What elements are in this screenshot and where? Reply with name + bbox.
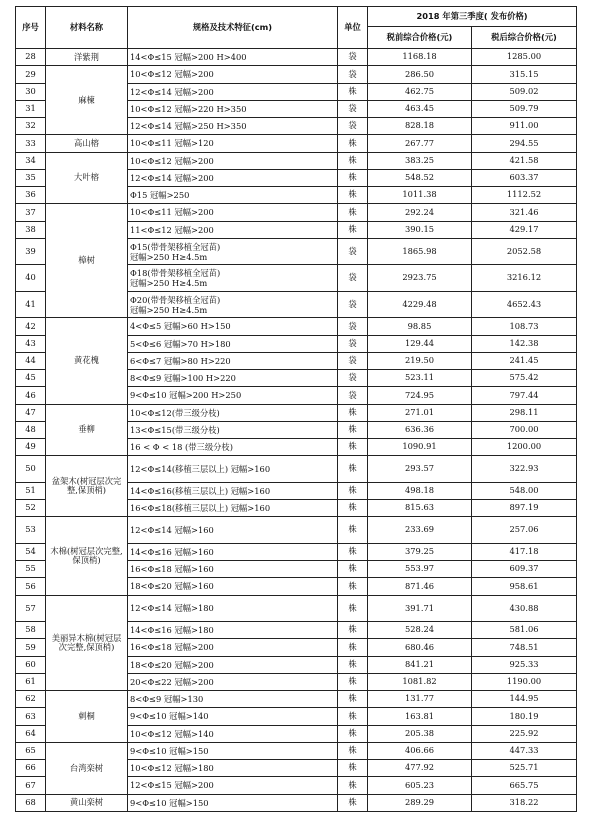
row-no-cell: 38 (16, 221, 46, 238)
spec-cell (128, 100, 338, 117)
pre-tax-price-cell: 1011.38 (368, 187, 472, 204)
pre-tax-price-cell: 163.81 (368, 708, 472, 725)
row-no-cell: 58 (16, 622, 46, 639)
row-no-cell: 36 (16, 187, 46, 204)
spec-cell (128, 169, 338, 186)
header-post-tax: 税后综合价格(元) (472, 27, 577, 49)
post-tax-price-cell: 1112.52 (472, 187, 577, 204)
row-no-cell: 57 (16, 595, 46, 622)
spec-line: 14<Φ≤16 冠幅>180 (130, 625, 214, 636)
pre-tax-price-cell: 871.46 (368, 578, 472, 595)
row-no-cell: 37 (16, 204, 46, 221)
row-no-cell: 35 (16, 169, 46, 186)
table-row (16, 742, 577, 759)
post-tax-price-cell: 548.00 (472, 482, 577, 499)
row-no-cell: 33 (16, 135, 46, 152)
spec-cell (128, 352, 338, 369)
row-no-cell: 34 (16, 152, 46, 169)
post-tax-price-cell: 144.95 (472, 691, 577, 708)
material-name-cell: 盆架木(树冠层次完整,保顶梢) (46, 456, 128, 517)
spec-line: 9<Φ≤10 冠幅>150 (130, 797, 209, 808)
spec-line: 18<Φ≤20 冠幅>200 (130, 659, 214, 670)
unit-cell: 株 (338, 482, 368, 499)
spec-line: Φ20(带骨架移植全冠苗) (130, 294, 221, 305)
spec-line: Φ15 冠幅>250 (130, 190, 190, 201)
spec-cell (128, 543, 338, 560)
spec-line: 9<Φ≤10 冠幅>150 (130, 745, 209, 756)
spec-line: 9<Φ≤10 冠幅>140 (130, 711, 209, 722)
post-tax-price-cell: 318.22 (472, 794, 577, 811)
post-tax-price-cell: 108.73 (472, 318, 577, 335)
post-tax-price-cell: 142.38 (472, 335, 577, 352)
row-no-cell: 28 (16, 49, 46, 66)
spec-line: 5<Φ≤6 冠幅>70 H>180 (130, 338, 231, 349)
unit-cell: 株 (338, 135, 368, 152)
spec-line: 冠幅>250 H≥4.5m (130, 251, 208, 262)
table-body (16, 49, 577, 812)
spec-line: 14<Φ≤16(移植三层以上) 冠幅>160 (130, 485, 271, 496)
spec-line: 10<Φ≤12(带三级分枝) (130, 407, 220, 418)
post-tax-price-cell: 298.11 (472, 404, 577, 421)
material-name-cell: 垂柳 (46, 404, 128, 456)
unit-cell: 袋 (338, 66, 368, 83)
row-no-cell: 44 (16, 352, 46, 369)
row-no-cell: 59 (16, 639, 46, 656)
unit-cell: 株 (338, 622, 368, 639)
spec-cell (128, 335, 338, 352)
spec-cell (128, 656, 338, 673)
pre-tax-price-cell: 498.18 (368, 482, 472, 499)
spec-line: 8<Φ≤9 冠幅>100 H>220 (130, 373, 236, 384)
pre-tax-price-cell: 390.15 (368, 221, 472, 238)
spec-line: 13<Φ≤15(带三级分枝) (130, 424, 220, 435)
unit-cell: 株 (338, 221, 368, 238)
row-no-cell: 51 (16, 482, 46, 499)
pre-tax-price-cell: 828.18 (368, 118, 472, 135)
spec-line: 12<Φ≤14 冠幅>160 (130, 525, 214, 535)
row-no-cell: 50 (16, 456, 46, 483)
material-name-cell: 木棉(树冠层次完整,保顶梢) (46, 517, 128, 595)
spec-cell (128, 421, 338, 438)
unit-cell: 袋 (338, 265, 368, 292)
post-tax-price-cell: 897.19 (472, 500, 577, 517)
spec-line: Φ15(带骨架移植全冠苗) (130, 241, 221, 252)
unit-cell: 袋 (338, 370, 368, 387)
material-name-cell: 黄山栾树 (46, 794, 128, 811)
spec-line: 20<Φ≤22 冠幅>200 (130, 676, 214, 687)
spec-cell (128, 187, 338, 204)
row-no-cell: 45 (16, 370, 46, 387)
spec-line: 9<Φ≤10 冠幅>200 H>250 (130, 390, 242, 401)
table-row (16, 691, 577, 708)
post-tax-price-cell: 700.00 (472, 421, 577, 438)
row-no-cell: 53 (16, 517, 46, 544)
spec-line: 16<Φ≤18 冠幅>160 (130, 564, 214, 575)
spec-cell (128, 794, 338, 811)
unit-cell: 株 (338, 543, 368, 560)
row-no-cell: 41 (16, 291, 46, 318)
spec-line: 16<Φ≤18 冠幅>200 (130, 642, 214, 653)
post-tax-price-cell: 294.55 (472, 135, 577, 152)
material-name-cell: 高山榕 (46, 135, 128, 152)
row-no-cell: 32 (16, 118, 46, 135)
row-no-cell: 46 (16, 387, 46, 404)
spec-line: Φ18(带骨架移植全冠苗) (130, 268, 221, 278)
spec-line: 4<Φ≤5 冠幅>60 H>150 (130, 321, 231, 332)
unit-cell: 株 (338, 578, 368, 595)
row-no-cell: 55 (16, 561, 46, 578)
header-no: 序号 (16, 7, 46, 49)
row-no-cell: 67 (16, 777, 46, 794)
post-tax-price-cell: 609.37 (472, 561, 577, 578)
price-table (15, 6, 577, 812)
unit-cell: 株 (338, 794, 368, 811)
spec-line: 12<Φ≤14 冠幅>180 (130, 603, 214, 614)
pre-tax-price-cell: 219.50 (368, 352, 472, 369)
table-row (16, 66, 577, 83)
spec-cell (128, 387, 338, 404)
post-tax-price-cell: 525.71 (472, 760, 577, 777)
post-tax-price-cell: 225.92 (472, 725, 577, 742)
unit-cell: 株 (338, 204, 368, 221)
spec-cell (128, 291, 338, 318)
pre-tax-price-cell: 233.69 (368, 517, 472, 544)
row-no-cell: 39 (16, 238, 46, 265)
spec-line: 10<Φ≤12 冠幅>140 (130, 728, 214, 739)
pre-tax-price-cell: 98.85 (368, 318, 472, 335)
post-tax-price-cell: 509.79 (472, 100, 577, 117)
post-tax-price-cell: 322.93 (472, 456, 577, 483)
pre-tax-price-cell: 293.57 (368, 456, 472, 483)
table-row (16, 456, 577, 483)
post-tax-price-cell: 315.15 (472, 66, 577, 83)
spec-cell (128, 708, 338, 725)
pre-tax-price-cell: 131.77 (368, 691, 472, 708)
spec-line: 10<Φ≤12 冠幅>200 (130, 155, 214, 166)
post-tax-price-cell: 430.88 (472, 595, 577, 622)
pre-tax-price-cell: 477.92 (368, 760, 472, 777)
material-name-cell: 樟树 (46, 204, 128, 318)
pre-tax-price-cell: 1865.98 (368, 238, 472, 265)
post-tax-price-cell: 581.06 (472, 622, 577, 639)
pre-tax-price-cell: 1168.18 (368, 49, 472, 66)
material-name-cell: 台湾栾树 (46, 742, 128, 794)
post-tax-price-cell: 241.45 (472, 352, 577, 369)
unit-cell: 株 (338, 152, 368, 169)
material-name-cell: 黄花槐 (46, 318, 128, 404)
row-no-cell: 56 (16, 578, 46, 595)
spec-line: 12<Φ≤14 冠幅>200 (130, 86, 214, 97)
pre-tax-price-cell: 205.38 (368, 725, 472, 742)
unit-cell: 株 (338, 725, 368, 742)
unit-cell: 袋 (338, 49, 368, 66)
header-period: 2018 年第三季度( 发布价格) (368, 7, 577, 27)
spec-cell (128, 500, 338, 517)
spec-line: 12<Φ≤14 冠幅>250 H>350 (130, 121, 247, 132)
pre-tax-price-cell: 548.52 (368, 169, 472, 186)
pre-tax-price-cell: 391.71 (368, 595, 472, 622)
row-no-cell: 31 (16, 100, 46, 117)
unit-cell: 株 (338, 500, 368, 517)
row-no-cell: 66 (16, 760, 46, 777)
unit-cell: 袋 (338, 118, 368, 135)
pre-tax-price-cell: 724.95 (368, 387, 472, 404)
spec-cell (128, 238, 338, 265)
spec-line: 12<Φ≤14 冠幅>200 (130, 172, 214, 183)
table-row (16, 404, 577, 421)
spec-line: 16 < Φ < 18 (带三级分枝) (130, 442, 233, 453)
spec-cell (128, 152, 338, 169)
table-row (16, 204, 577, 221)
pre-tax-price-cell: 4229.48 (368, 291, 472, 318)
spec-line: 冠幅>250 H≥4.5m (130, 278, 208, 288)
spec-cell (128, 482, 338, 499)
unit-cell: 株 (338, 561, 368, 578)
unit-cell: 株 (338, 656, 368, 673)
post-tax-price-cell: 180.19 (472, 708, 577, 725)
pre-tax-price-cell: 1090.91 (368, 439, 472, 456)
unit-cell: 株 (338, 595, 368, 622)
spec-cell (128, 456, 338, 483)
unit-cell: 株 (338, 187, 368, 204)
spec-cell (128, 760, 338, 777)
post-tax-price-cell: 321.46 (472, 204, 577, 221)
pre-tax-price-cell: 553.97 (368, 561, 472, 578)
pre-tax-price-cell: 680.46 (368, 639, 472, 656)
pre-tax-price-cell: 841.21 (368, 656, 472, 673)
row-no-cell: 47 (16, 404, 46, 421)
spec-cell (128, 439, 338, 456)
material-name-cell: 麻楝 (46, 66, 128, 135)
unit-cell: 株 (338, 708, 368, 725)
pre-tax-price-cell: 528.24 (368, 622, 472, 639)
pre-tax-price-cell: 605.23 (368, 777, 472, 794)
header-unit: 单位 (338, 7, 368, 49)
header-pre-tax: 税前综合价格(元) (368, 27, 472, 49)
pre-tax-price-cell: 383.25 (368, 152, 472, 169)
unit-cell: 株 (338, 691, 368, 708)
row-no-cell: 40 (16, 265, 46, 292)
spec-cell (128, 370, 338, 387)
pre-tax-price-cell: 2923.75 (368, 265, 472, 292)
spec-line: 12<Φ≤14(移植三层以上) 冠幅>160 (130, 464, 271, 474)
table-row (16, 595, 577, 622)
spec-cell (128, 265, 338, 292)
table-row (16, 135, 577, 152)
pre-tax-price-cell: 292.24 (368, 204, 472, 221)
pre-tax-price-cell: 289.29 (368, 794, 472, 811)
spec-line: 10<Φ≤11 冠幅>120 (130, 138, 214, 149)
table-row (16, 794, 577, 811)
unit-cell: 株 (338, 742, 368, 759)
spec-cell (128, 691, 338, 708)
unit-cell: 株 (338, 639, 368, 656)
unit-cell: 株 (338, 456, 368, 483)
spec-line: 11<Φ≤12 冠幅>200 (130, 224, 214, 235)
spec-line: 10<Φ≤12 冠幅>180 (130, 763, 214, 774)
post-tax-price-cell: 2052.58 (472, 238, 577, 265)
spec-cell (128, 318, 338, 335)
row-no-cell: 64 (16, 725, 46, 742)
unit-cell: 株 (338, 517, 368, 544)
row-no-cell: 49 (16, 439, 46, 456)
pre-tax-price-cell: 815.63 (368, 500, 472, 517)
unit-cell: 袋 (338, 318, 368, 335)
spec-cell (128, 204, 338, 221)
pre-tax-price-cell: 1081.82 (368, 673, 472, 690)
material-name-cell: 大叶榕 (46, 152, 128, 204)
spec-cell (128, 221, 338, 238)
pre-tax-price-cell: 636.36 (368, 421, 472, 438)
spec-cell (128, 777, 338, 794)
spec-cell (128, 639, 338, 656)
unit-cell: 株 (338, 439, 368, 456)
spec-line: 16<Φ≤18(移植三层以上) 冠幅>160 (130, 503, 271, 514)
unit-cell: 株 (338, 404, 368, 421)
spec-cell (128, 561, 338, 578)
unit-cell: 株 (338, 83, 368, 100)
unit-cell: 袋 (338, 291, 368, 318)
spec-line: 6<Φ≤7 冠幅>80 H>220 (130, 355, 231, 366)
pre-tax-price-cell: 379.25 (368, 543, 472, 560)
pre-tax-price-cell: 406.66 (368, 742, 472, 759)
post-tax-price-cell: 1200.00 (472, 439, 577, 456)
row-no-cell: 54 (16, 543, 46, 560)
row-no-cell: 61 (16, 673, 46, 690)
spec-cell (128, 49, 338, 66)
spec-cell (128, 578, 338, 595)
spec-line: 10<Φ≤11 冠幅>200 (130, 207, 214, 218)
spec-cell (128, 742, 338, 759)
post-tax-price-cell: 797.44 (472, 387, 577, 404)
pre-tax-price-cell: 286.50 (368, 66, 472, 83)
unit-cell: 株 (338, 673, 368, 690)
table-row (16, 152, 577, 169)
header-spec: 规格及技术特征(cm) (128, 7, 338, 49)
row-no-cell: 29 (16, 66, 46, 83)
row-no-cell: 48 (16, 421, 46, 438)
unit-cell: 株 (338, 777, 368, 794)
table-row (16, 318, 577, 335)
pre-tax-price-cell: 129.44 (368, 335, 472, 352)
table-row (16, 517, 577, 544)
post-tax-price-cell: 1285.00 (472, 49, 577, 66)
row-no-cell: 62 (16, 691, 46, 708)
spec-cell (128, 135, 338, 152)
unit-cell: 袋 (338, 335, 368, 352)
row-no-cell: 42 (16, 318, 46, 335)
post-tax-price-cell: 911.00 (472, 118, 577, 135)
post-tax-price-cell: 4652.43 (472, 291, 577, 318)
spec-cell (128, 673, 338, 690)
table-row (16, 49, 577, 66)
material-name-cell: 洋紫荆 (46, 49, 128, 66)
spec-cell (128, 66, 338, 83)
post-tax-price-cell: 257.06 (472, 517, 577, 544)
post-tax-price-cell: 509.02 (472, 83, 577, 100)
row-no-cell: 52 (16, 500, 46, 517)
pre-tax-price-cell: 271.01 (368, 404, 472, 421)
spec-cell (128, 83, 338, 100)
spec-line: 8<Φ≤9 冠幅>130 (130, 694, 204, 705)
spec-cell (128, 118, 338, 135)
post-tax-price-cell: 447.33 (472, 742, 577, 759)
unit-cell: 袋 (338, 387, 368, 404)
post-tax-price-cell: 1190.00 (472, 673, 577, 690)
unit-cell: 株 (338, 169, 368, 186)
post-tax-price-cell: 3216.12 (472, 265, 577, 292)
pre-tax-price-cell: 267.77 (368, 135, 472, 152)
material-name-cell: 美丽异木棉(树冠层次完整,保顶梢) (46, 595, 128, 691)
unit-cell: 株 (338, 421, 368, 438)
spec-line: 12<Φ≤15 冠幅>200 (130, 780, 214, 791)
spec-cell (128, 595, 338, 622)
header-material: 材料名称 (46, 7, 128, 49)
post-tax-price-cell: 925.33 (472, 656, 577, 673)
row-no-cell: 65 (16, 742, 46, 759)
unit-cell: 株 (338, 760, 368, 777)
unit-cell: 袋 (338, 352, 368, 369)
spec-cell (128, 725, 338, 742)
post-tax-price-cell: 417.18 (472, 543, 577, 560)
spec-line: 14<Φ≤15 冠幅>200 H>400 (130, 52, 247, 63)
pre-tax-price-cell: 523.11 (368, 370, 472, 387)
post-tax-price-cell: 958.61 (472, 578, 577, 595)
post-tax-price-cell: 748.51 (472, 639, 577, 656)
spec-cell (128, 517, 338, 544)
unit-cell: 袋 (338, 100, 368, 117)
spec-line: 冠幅>250 H≥4.5m (130, 304, 208, 315)
spec-cell (128, 404, 338, 421)
pre-tax-price-cell: 463.45 (368, 100, 472, 117)
post-tax-price-cell: 429.17 (472, 221, 577, 238)
post-tax-price-cell: 421.58 (472, 152, 577, 169)
post-tax-price-cell: 665.75 (472, 777, 577, 794)
spec-line: 10<Φ≤12 冠幅>220 H>350 (130, 103, 247, 114)
post-tax-price-cell: 603.37 (472, 169, 577, 186)
spec-line: 18<Φ≤20 冠幅>160 (130, 581, 214, 592)
spec-line: 14<Φ≤16 冠幅>160 (130, 546, 214, 557)
post-tax-price-cell: 575.42 (472, 370, 577, 387)
row-no-cell: 68 (16, 794, 46, 811)
pre-tax-price-cell: 462.75 (368, 83, 472, 100)
unit-cell: 袋 (338, 238, 368, 265)
spec-cell (128, 622, 338, 639)
row-no-cell: 43 (16, 335, 46, 352)
material-name-cell: 刺桐 (46, 691, 128, 743)
row-no-cell: 30 (16, 83, 46, 100)
spec-line: 10<Φ≤12 冠幅>200 (130, 69, 214, 80)
row-no-cell: 60 (16, 656, 46, 673)
row-no-cell: 63 (16, 708, 46, 725)
